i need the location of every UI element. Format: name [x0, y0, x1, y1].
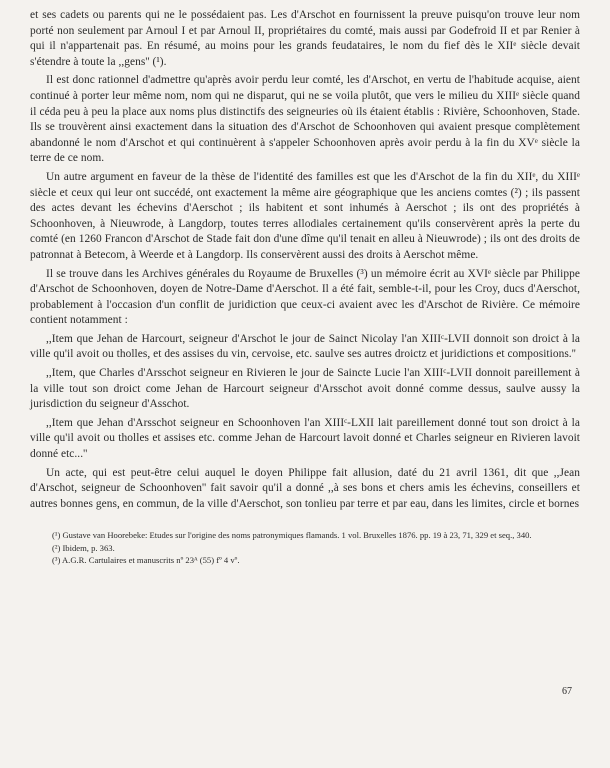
paragraph-2: Il est donc rationnel d'admettre qu'après avoir perdu leur comté, les d'Arschot, en vertu de l'habitude acquise, aient continué à porter leur même nom, nom qui ne disparut, qui ne se voila plutôt, que vers le milieu du XIIIᵉ siècle quand il céda peu à peu la place aux noms plus distinctifs des seigneuries où ils étaient établis : Rivière, Schoonhoven, Stade. Ils se trouvèrent ainsi exactement dans la situation des d'Arschot de Schoonhoven qui avaient presque complètement abandonné le nom d'Arschot et qui continuèrent à s'appeler Schoonhoven après avoir perdu à la fin du XVᵉ siècle la terre de ce nom. — [30, 74, 580, 165]
paragraph-1: et ses cadets ou parents qui ne le possédaient pas. Les d'Arschot en fournissent la preuve puisqu'on trouve leur nom porté non seulement par Arnoul I et par Arnoul II, propriétaires du comté, mais aussi par Godefroid II et par Renier à qui il n'appartenait pas. En résumé, au moins pour les grands feudataires, le nom du fief dès le XIIᵉ siècle devait s'étendre à toute la ,,gens'' (¹). — [30, 9, 580, 68]
footnote-1: (¹) Gustave van Hoorebeke: Etudes sur l'origine des noms patronymiques flamands. 1 vol. Bruxelles 1876. pp. 19 à 23, 71, 329 et seq., 340. — [52, 530, 532, 541]
paragraph-5: Un acte, qui est peut-être celui auquel le doyen Philippe fait allusion, daté du 21 avril 1361, dit que ,,Jean d'Arschot, seigneur de Schoonhoven'' fait savoir qu'il a donné ,,à ses bons et chers amis les échevins, conseillers et autres bonnes gens, en commun, de la ville d'Aerschot, son tonlieu par terre et par eau, dans les limites, circle et bornes — [30, 466, 580, 510]
footnote-2: (²) Ibidem, p. 363. — [52, 542, 115, 553]
body-text — [30, 8, 580, 512]
footnote-3: (³) A.G.R. Cartulaires et manuscrits nº 23ᴬ (55) fº 4 vº. — [52, 555, 240, 566]
paragraph-3: Un autre argument en faveur de la thèse de l'identité des familles est que les d'Arschot de la fin du XIIᵉ, du XIIIᵉ siècle et ceux qui leur ont succédé, ont exactement la même aire géographique que les anciens comtes (²) ; ils passent des actes devant les échevins d'Aerschot ; ils habitent et sont inhumés à Aerschot ; ils ont des propriétés à Schoonhoven, à Nieuwrode, à Langdorp, toutes terres allodiales certainement qu'ils conservèrent après la perte du comté (en 1260 Francon d'Arschot de Stade fait don d'une dîme qu'il tenait en alleu à Nieuwrode) ; ils ont des droits de patronnat à Betecom, à Weerde et à Langdorp. Ils conservèrent aussi des droits à Aerschot même. — [30, 170, 580, 261]
quote-1: ,,Item que Jehan de Harcourt, seigneur d'Arschot le jour de Sainct Nicolay l'an XIIIᶜ-LVII donnoit son droict à la ville qu'il avoit ou tholles, et des assises du vin, cervoise, etc. saulve ses autres droictz et juridictions et compositions.'' — [30, 332, 580, 361]
page-number: 67 — [562, 686, 572, 697]
quote-3: ,,Item que Jehan d'Arsschot seigneur en Schoonhoven l'an XIIIᶜ-LXII lait pareillement donné tout son droict à la ville qu'il avoit ou tholles et assises etc. comme Jehan de Harcourt lavoit donné et Charles seigneur en Rivieren lavoit donné etc...'' — [30, 416, 580, 461]
paragraph-4: Il se trouve dans les Archives générales du Royaume de Bruxelles (³) un mémoire écrit au XVIᵉ siècle par Philippe d'Arschot de Schoonhoven, doyen de Notre-Dame d'Aerschot. Il a été fait, semble-t-il, pour les Croy, ducs d'Aerschot, probablement à l'occasion d'un conflit de juridiction que ceux-ci avaient avec les d'Arschot de Rivière. Ce mémoire contient notamment : — [30, 267, 580, 327]
quote-2: ,,Item, que Charles d'Arsschot seigneur en Rivieren le jour de Saincte Lucie l'an XIIIᶜ-LVII donnoit pareillement à la ville tout son droict come Jehan de Harcourt seigneur d'Arsschot avoit donné comme dessus, saulve aussy la jurisdiction du seigneur d'Asschot. — [30, 367, 580, 411]
footnotes — [30, 530, 580, 566]
